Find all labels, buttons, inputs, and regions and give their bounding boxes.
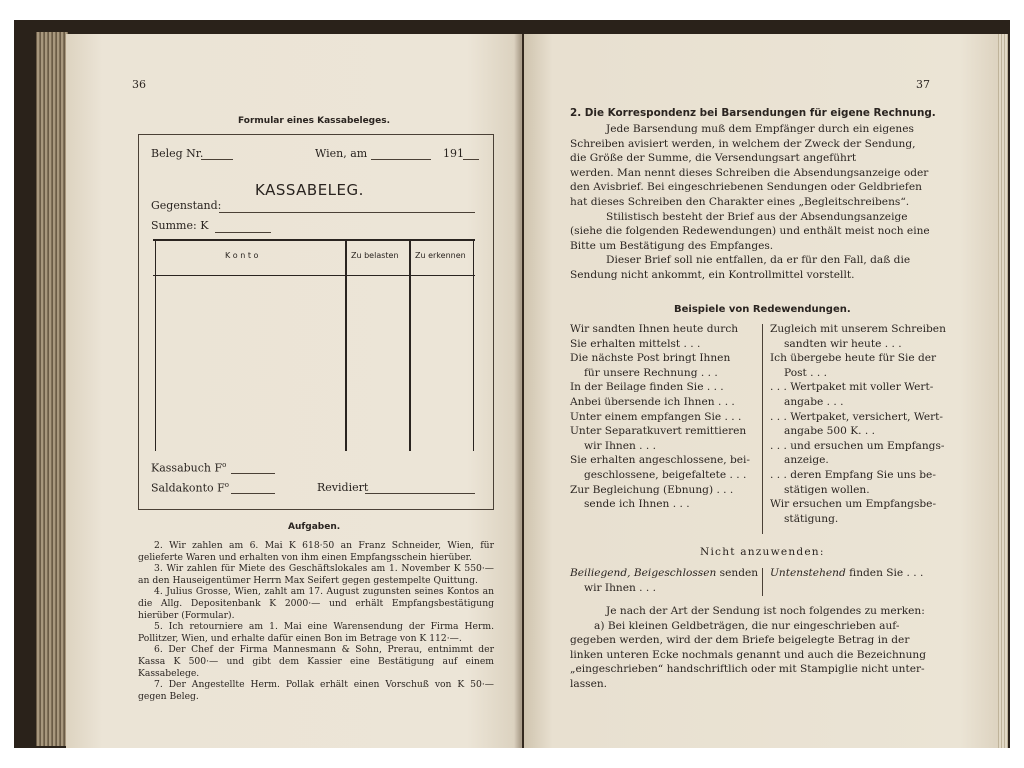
phrase-line: . . . und ersuchen um Empfangs- <box>770 439 945 452</box>
table-left-rule <box>155 239 156 451</box>
phrase-line: anzeige. <box>784 454 829 467</box>
table-header-rule <box>153 275 475 276</box>
tasks-heading: Aufgaben. <box>288 522 341 532</box>
phrase-line: . . . Wertpaket mit voller Wert- <box>770 381 934 394</box>
saldakonto-label: Saldakonto $F^o$ <box>151 481 229 495</box>
task-item: 7. Der Angestellte Herm. Pollak erhält einen Vorschuß von K 50·— gegen Beleg. <box>138 679 494 702</box>
phrase-line: angabe . . . <box>784 395 844 408</box>
gegenstand-line <box>219 212 475 213</box>
column-header-konto: K o n t o <box>225 251 259 260</box>
saldakonto-line <box>231 493 275 494</box>
phrase-line: Zugleich mit unserem Schreiben <box>770 323 946 335</box>
book-spread <box>14 20 1010 748</box>
table-col-rule-1 <box>345 239 347 451</box>
phrase-line: sende ich Ihnen . . . <box>584 498 690 511</box>
not-use-heading: Nicht anzuwenden: <box>700 546 825 558</box>
summe-label: Summe: K <box>151 219 209 232</box>
table-right-rule <box>473 239 474 451</box>
phrase-line: Sie erhalten mittelst . . . <box>570 337 701 350</box>
page-edge-left <box>36 32 68 746</box>
tasks-list <box>138 540 494 702</box>
year-label: 191 <box>443 147 464 160</box>
table-col-rule-2 <box>409 239 411 451</box>
column-header-erkennen: Zu erkennen <box>415 251 466 260</box>
task-item: 2. Wir zahlen am 6. Mai K 618·50 an Franz Schneider, Wien, für gelieferte Waren und erhalten von ihm einen Empfangsschein hierüber. <box>138 540 494 563</box>
phrase-line: angabe 500 K. . . <box>784 425 875 438</box>
beleg-nr-line <box>201 159 233 160</box>
left-page <box>66 34 522 748</box>
task-item: 6. Der Chef der Firma Mannesmann & Sohn, Prerau, entnimmt der Kassa K 500·— und gibt dem Kassier eine Bestätigung auf einem Kassabelege. <box>138 644 494 679</box>
phrase-line: stätigen wollen. <box>784 483 870 496</box>
phrase-line: stätigung. <box>784 512 839 525</box>
section-heading: 2. Die Korrespondenz bei Barsendungen für eigene Rechnung. <box>570 107 936 119</box>
summe-line <box>215 232 271 233</box>
page-edge-right <box>998 34 1008 748</box>
phrase-line: für unsere Rechnung . . . <box>584 366 718 379</box>
right-page <box>524 34 998 748</box>
kassabeleg-form <box>138 134 494 510</box>
beleg-nr-label: Beleg Nr. <box>151 147 204 160</box>
task-item: 5. Ich retourniere am 1. Mai eine Warensendung der Firma Herm. Pollitzer, Wien, und erhalte dafür einen Bon im Betrage von K 112·—. <box>138 621 494 644</box>
phrase-line: Wir sandten Ihnen heute durch <box>570 323 739 335</box>
intro-paragraph: Jede Barsendung muß dem Empfänger durch ein eigenes Schreiben avisiert werden, in welchem der Zweck der Sendung, die Größe der Summe, die Versendungsart angeführt werden. Man nennt dieses Schreiben die Absendungsanzeige oder den Avisbrief. Bei eingeschriebenen Sendungen oder Geldbriefen hat dieses Schreiben den Charakter eines „Begleitschreibens“. Stilistisch besteht der Brief aus der Absendungsanzeige (siehe die folgenden Redewendungen) und enthält meist noch eine Bitte um Bestätigung des Empfanges. Dieser Brief soll nie entfallen, da er für den Fall, daß die Sendung nicht ankommt, ein Kontrollmittel vorstellt. <box>570 123 930 281</box>
task-item: 3. Wir zahlen für Miete des Geschäftslokales am 1. November K 550·— an den Hauseigentümer Herrn Max Seifert gegen gestempelte Quittung. <box>138 563 494 586</box>
account-table <box>153 239 475 451</box>
kassabuch-line <box>231 473 275 474</box>
phrase-line: . . . deren Empfang Sie uns be- <box>770 468 936 481</box>
phrase-line: geschlossene, beigefaltete . . . <box>584 468 747 481</box>
phrases-left-column <box>570 322 750 512</box>
not-use-right: Untenstehend finden Sie . . . <box>770 567 924 579</box>
form-caption: Formular eines Kassabeleges. <box>238 116 391 126</box>
phrase-line: Anbei übersende ich Ihnen . . . <box>570 395 735 408</box>
revidiert-label: Revidiert <box>317 481 369 494</box>
kassabuch-label: Kassabuch $F^o$ <box>151 461 227 475</box>
phrase-line: Unter einem empfangen Sie . . . <box>570 410 742 423</box>
phrase-line: In der Beilage finden Sie . . . <box>570 381 724 394</box>
column-header-belasten: Zu belasten <box>351 251 399 260</box>
page-number-left: 36 <box>132 78 146 91</box>
phrase-line: Post . . . <box>784 366 827 379</box>
not-use-divider <box>762 568 763 596</box>
task-item: 4. Julius Grosse, Wien, zahlt am 17. August zugunsten seines Kontos an die Allg. Depositenbank K 2000·— und erhält Empfangsbestätigung hierüber (Formular). <box>138 586 494 621</box>
phrase-line: Ich übergebe heute für Sie der <box>770 352 937 365</box>
phrase-line: Die nächste Post bringt Ihnen <box>570 352 731 365</box>
year-line <box>463 159 479 160</box>
table-top-rule <box>153 239 475 241</box>
final-paragraph: Je nach der Art der Sendung ist noch folgendes zu merken: a) Bei kleinen Geldbeträgen, die nur eingeschrieben auf- gegeben werden, wird der dem Briefe beigelegte Betrag in der linken unteren Ecke nochmals genannt und auch die Bezeichnung „eingeschrieben“ handschriftlich oder mit Stampiglie nicht unter- lassen. <box>570 605 927 690</box>
column-divider <box>762 324 763 534</box>
phrase-line: sandten wir heute . . . <box>784 337 902 350</box>
not-use-left: Beiliegend, Beigeschlossen senden wir Ihnen . . . <box>570 567 759 594</box>
phrase-line: . . . Wertpaket, versichert, Wert- <box>770 410 944 423</box>
wien-am-label: Wien, am <box>315 147 368 160</box>
revidiert-line <box>365 493 475 494</box>
phrase-line: Unter Separatkuvert remittieren <box>570 425 747 438</box>
gegenstand-label: Gegenstand: <box>151 199 222 212</box>
page-number-right: 37 <box>916 78 930 91</box>
phrase-line: wir Ihnen . . . <box>584 439 657 452</box>
examples-heading: Beispiele von Redewendungen. <box>674 304 851 315</box>
phrase-line: Sie erhalten angeschlossene, bei- <box>570 454 750 467</box>
date-line <box>371 159 431 160</box>
phrase-line: Wir ersuchen um Empfangsbe- <box>770 498 937 511</box>
form-title: KASSABELEG. <box>255 181 364 199</box>
phrases-right-column <box>770 322 946 526</box>
phrase-line: Zur Begleichung (Ebnung) . . . <box>570 483 734 496</box>
